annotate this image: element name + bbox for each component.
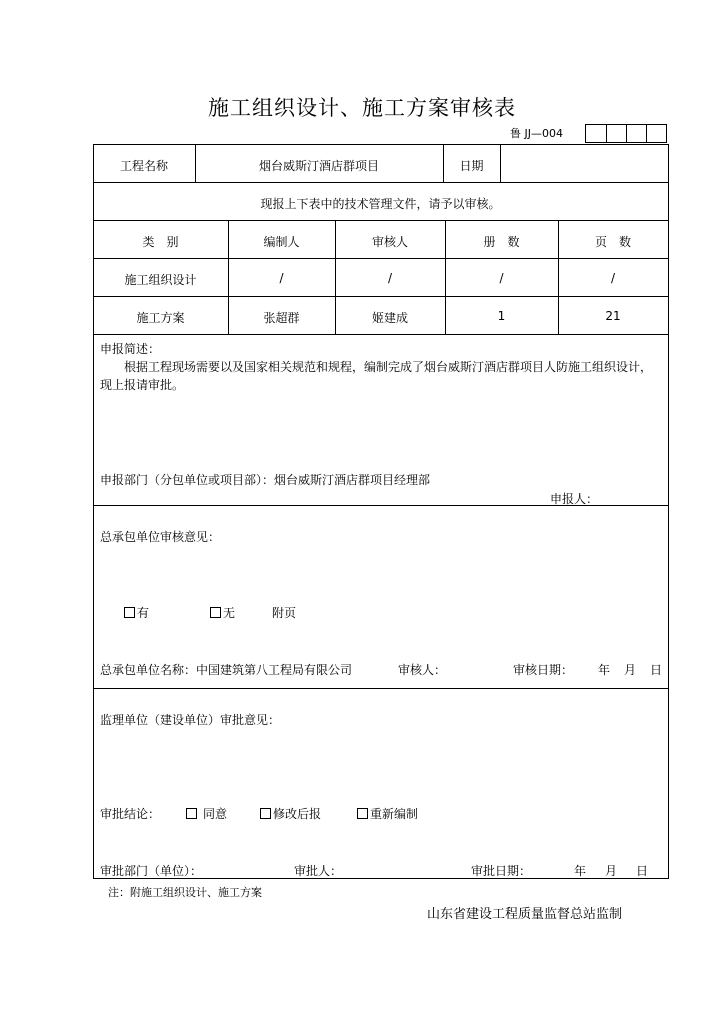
checkbox-icon[interactable] xyxy=(260,808,271,819)
date-month: 月 xyxy=(605,864,618,878)
table-cell: 1 xyxy=(497,309,506,323)
serial-number-boxes xyxy=(585,124,667,143)
submitting-dept: 申报部门（分包单位或项目部）：烟台威斯汀酒店群项目经理部 xyxy=(100,473,431,487)
approver-label: 审批人： xyxy=(294,864,343,878)
form-code: 鲁 JJ—004 xyxy=(510,127,563,140)
table-cell: / xyxy=(610,271,616,285)
row-divider xyxy=(93,182,668,183)
checkbox-icon[interactable] xyxy=(124,607,135,618)
table-cell: 施工方案 xyxy=(136,311,185,325)
approval-dept-label: 审批部门（单位）： xyxy=(100,864,203,878)
table-border-top xyxy=(93,144,668,145)
request-text: 现报上下表中的技术管理文件，请予以审核。 xyxy=(260,197,501,211)
summary-label: 申报简述： xyxy=(100,342,161,356)
serial-box xyxy=(647,124,667,143)
serial-box xyxy=(627,124,647,143)
header-category: 类 别 xyxy=(142,235,179,249)
option-modify-resubmit[interactable]: 修改后报 xyxy=(260,805,321,822)
checkbox-icon[interactable] xyxy=(186,808,197,819)
table-border-right xyxy=(668,144,669,879)
table-cell: / xyxy=(279,271,284,285)
table-cell: 姬建成 xyxy=(371,311,408,325)
date-day: 日 xyxy=(636,864,649,878)
date-label: 日期 xyxy=(459,159,484,173)
date-month: 月 xyxy=(624,663,637,677)
option-recompile[interactable]: 重新编制 xyxy=(357,805,418,822)
issuer-footer: 山东省建设工程质量监督总站监制 xyxy=(427,907,623,922)
row-divider xyxy=(93,334,668,335)
summary-body: 根据工程现场需要以及国家相关规范和规程，编制完成了烟台威斯汀酒店群项目人防施工组织设计， xyxy=(124,360,653,374)
serial-box xyxy=(607,124,627,143)
header-volumes: 册 数 xyxy=(483,235,520,249)
option-yes[interactable]: 有 xyxy=(124,604,149,621)
contractor-name: 总承包单位名称：中国建筑第八工程局有限公司 xyxy=(100,663,353,677)
project-name-value: 烟台威斯汀酒店群项目 xyxy=(258,159,379,173)
row-divider xyxy=(93,220,668,221)
reporter-label: 申报人： xyxy=(550,492,599,506)
table-cell: / xyxy=(387,271,393,285)
row-divider xyxy=(93,258,668,259)
serial-box xyxy=(586,124,607,143)
table-cell: 施工组织设计 xyxy=(124,273,197,287)
summary-body-cont: 现上报请审批。 xyxy=(100,378,185,392)
table-cell: 张超群 xyxy=(263,311,300,325)
contractor-opinion-label: 总承包单位审核意见： xyxy=(100,530,221,544)
table-border-left xyxy=(93,144,94,879)
header-author: 编制人 xyxy=(263,235,300,249)
approval-date-label: 审批日期： xyxy=(471,864,532,878)
page-title: 施工组织设计、施工方案审核表 xyxy=(208,96,516,120)
contractor-reviewer-label: 审核人： xyxy=(398,663,447,677)
checkbox-icon[interactable] xyxy=(210,607,221,618)
date-day: 日 xyxy=(650,663,663,677)
attachment-label: 附页 xyxy=(272,606,297,620)
header-reviewer: 审核人 xyxy=(371,235,408,249)
contractor-review-date-label: 审核日期： xyxy=(513,663,574,677)
header-pages: 页 数 xyxy=(594,235,631,249)
checkbox-icon[interactable] xyxy=(357,808,368,819)
project-name-label: 工程名称 xyxy=(119,159,168,173)
option-agree[interactable]: 同意 xyxy=(186,805,227,822)
col-divider xyxy=(500,144,501,182)
table-cell: / xyxy=(499,271,504,285)
table-cell: 21 xyxy=(605,309,621,323)
attachment-note: 注：附施工组织设计、施工方案 xyxy=(108,886,262,899)
section-divider xyxy=(93,688,668,689)
date-year: 年 xyxy=(598,663,611,677)
supervisor-opinion-label: 监理单位（建设单位）审批意见： xyxy=(100,713,281,727)
conclusion-label: 审批结论： xyxy=(100,807,161,821)
option-no[interactable]: 无 xyxy=(210,604,235,621)
date-year: 年 xyxy=(574,864,587,878)
row-divider xyxy=(93,296,668,297)
